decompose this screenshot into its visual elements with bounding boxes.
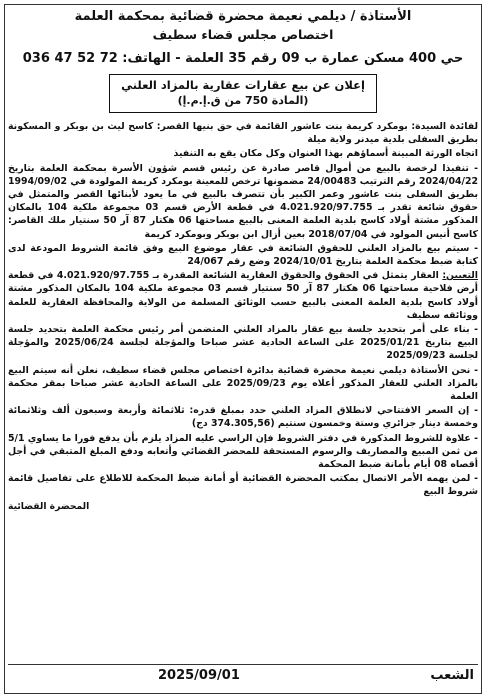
office-title: الأستاذة / ديلمي نعيمة محضرة قضائية بمحكمة العلمة [74,9,412,24]
notice-subtitle: (المادة 750 من ق.إ.م.إ) [177,94,309,107]
opening-price-paragraph: - إن السعر الافتتاحي لانطلاق المزاد العلني حدد بمبلغ قدره: ثلاثمائة وأربعة وسبعون ألف وثلاثمائة وخمسة دينار جزائري وستة وخمسون سنتيم (374.305,56 دج) [8,405,478,430]
auction-announcement-paragraph: - نحن الأستاذة ديلمي نعيمة محضرة قضائية بدائرة اختصاص مجلس قضاء سطيف، نعلن أنه سيتم البيع بالمزاد العلني للعقار المذكور أعلاه يوم 2025/09/23 على الساعة الحادية عشر صباحا بمقر محكمة العلمة [8,364,478,403]
authorization-paragraph: - تنفيذا لرخصة بالبيع من أموال قاصر صادرة عن رئيس قسم شؤون الأسرة بمحكمة العلمة بتاريخ 2024/04/22 رقم الترتيب 24/00483 مضمونها ترخص للمعينة بومكرد كريمة المولودة في 1994/09/02 بطريق السفلى بنت عاشور وعمر الكبير بأن تتصرف بالبيع في ما يعود لأبنائها القصر والمتمثل في حقوق شائعة تقدر بـ 4.021.920/97.755 في قطعة الأرض قسم 03 مجموعة ملكية 104 بالمكان المذكور مشتة أولاد كاسح بلدية العلمة المعنى بالبيع مساحتها 06 هكتار 87 آر 50 سنتيار ملك القاصر: كاسح أنيس المولود في 2018/07/04 بعين أزال ابن بوبكر وبومكرد كريمة [8,162,479,240]
footer-rule [8,664,478,665]
publication-date: 2025/09/01 [158,668,240,683]
hearing-order-paragraph: - بناء على أمر بتحديد جلسة بيع عقار بالمزاد العلني المتضمن أمر رئيس محكمة العلمة بتحديد جلسة البيع بتاريخ 2025/01/21 على الساعة الحادية عشر صباحا والمؤجلة لجلسة 2025/06/24 والمؤجلة لجلسة 2025/09/23 [8,324,478,362]
designation-label: التعيين: [442,270,479,282]
office-address: حي 400 مسكن عمارة ب 09 رقم 35 العلمة - الهاتف: 72 52 47 036 [22,51,464,66]
notice-title: إعلان عن بيع عقارات عقارية بالمزاد العلني [121,78,365,92]
sale-terms-paragraph: - سيتم بيع بالمزاد العلني للحقوق الشائعة في عقار موضوع البيع وفق قائمة الشروط المودعة لدى كتابة ضبط محكمة العلمة بتاريخ 2024/10/01 وضع رقم 24/067 [8,242,478,268]
newspaper-name: الشعب [430,668,474,683]
signature: المحضرة القضائية [8,500,90,512]
jurisdiction-line: اختصاص مجلس قضاء سطيف [152,27,334,42]
notice-frame [4,4,482,694]
beneficiary-paragraph: لفائدة السيدة: بومكرد كريمة بنت عاشور القائمة في حق بنيها القصر: كاسح ليث بن بوبكر و المسكونة بطريق السفلى بلدية ميدنر ولاية ميلة [8,121,478,146]
designation-text: العقار يتمثل في الحقوق والحقوق العقارية الشائعة المقدرة بـ 4.021.920/97.755 في قطعة أرض فلاحية مساحتها 06 هكتار 87 آر 50 سنتيار قسم 03 مجموعة ملكية 104 بالمكان المذكور مشتة أولاد كاسح بلدية العلمة المعنى بالبيع حسب الوثائق المسلمة من الولاية والمحافظة العقارية للعلمة ووثائقه سطيف [8,270,478,321]
against-paragraph: اتجاه الورثة المبينة أسماؤهم بهذا العنوان وكل مكان يقع به التنفيذ [173,148,478,160]
footer [8,664,478,688]
contact-paragraph: - لمن يهمه الأمر الاتصال بمكتب المحضرة القضائية أو أمانة ضبط المحكمة للاطلاع على تفاصيل قائمة شروط البيع [8,473,478,498]
payment-conditions-paragraph: - علاوة للشروط المذكورة في دفتر الشروط فإن الراسي عليه المزاد يلزم بأن يدفع فورا ما يساوي 5/1 من ثمن المبيع والمصاريف والرسوم المستحقة للمحضر القضائي وأتعابه ودفع المبلغ المتبقي في أجل أقصاه 08 أيام بأمانة ضبط المحكمة [8,432,478,471]
